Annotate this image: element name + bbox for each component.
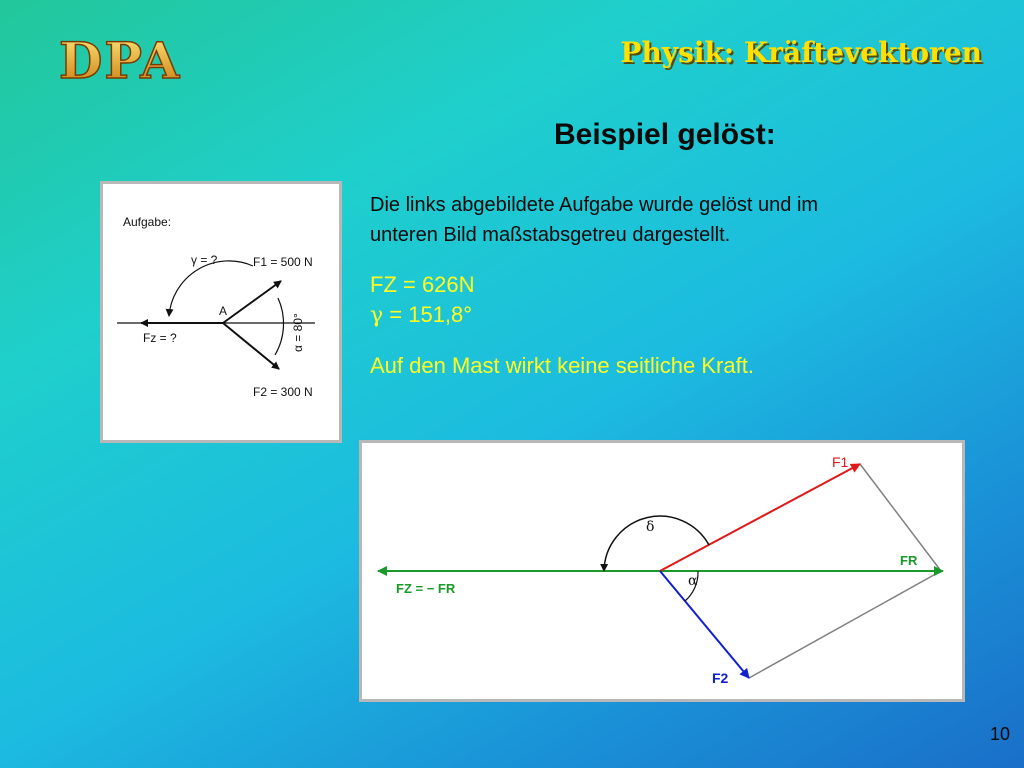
- delta-label: δ: [646, 519, 655, 535]
- alpha-label: α: [688, 573, 698, 589]
- dpa-logo: [55, 28, 195, 88]
- task-f1-label: F1 = 500 N: [253, 255, 313, 269]
- f2-label: F2: [712, 670, 729, 686]
- section-subtitle: Beispiel gelöst:: [554, 118, 776, 151]
- task-f2-arrow: [223, 323, 279, 369]
- description-line-2: unteren Bild maßstabsgetreu dargestellt.: [370, 224, 731, 246]
- helper-line-lower: [749, 571, 941, 678]
- task-gamma-arc: [169, 261, 253, 316]
- task-figure: [100, 181, 342, 443]
- f1-label: F1: [832, 454, 849, 470]
- task-fz-label: Fz = ?: [143, 331, 177, 345]
- solution-figure: [359, 440, 965, 702]
- description-block: [370, 190, 970, 381]
- fz-label: FZ = − FR: [396, 581, 456, 596]
- fr-label: FR: [900, 553, 918, 568]
- description-line-1: Die links abgebildete Aufgabe wurde gelöst und im: [370, 194, 819, 216]
- result-gamma: [370, 300, 970, 331]
- slide-number: 10: [989, 724, 1010, 744]
- task-f2-label: F2 = 300 N: [253, 385, 313, 399]
- logo-text: DPA: [59, 31, 182, 88]
- task-point-label: A: [219, 304, 228, 318]
- delta-arc: [604, 516, 709, 571]
- task-f1-arrow: [223, 281, 281, 323]
- result-conclusion: Auf den Mast wirkt keine seitliche Kraft.: [370, 353, 754, 378]
- gamma-value: = 151,8°: [383, 302, 473, 327]
- task-heading: Aufgabe:: [123, 215, 172, 229]
- task-alpha-label: α = 80°: [291, 313, 305, 352]
- gamma-symbol: γ: [370, 303, 384, 328]
- f2-arrow: [660, 571, 749, 678]
- page-title: Physik: Kräftevektoren: [620, 36, 982, 69]
- result-fz: FZ = 626N: [370, 272, 475, 297]
- task-alpha-arc: [275, 298, 284, 355]
- f1-arrow: [660, 464, 860, 571]
- task-gamma-label: γ = ?: [191, 253, 218, 267]
